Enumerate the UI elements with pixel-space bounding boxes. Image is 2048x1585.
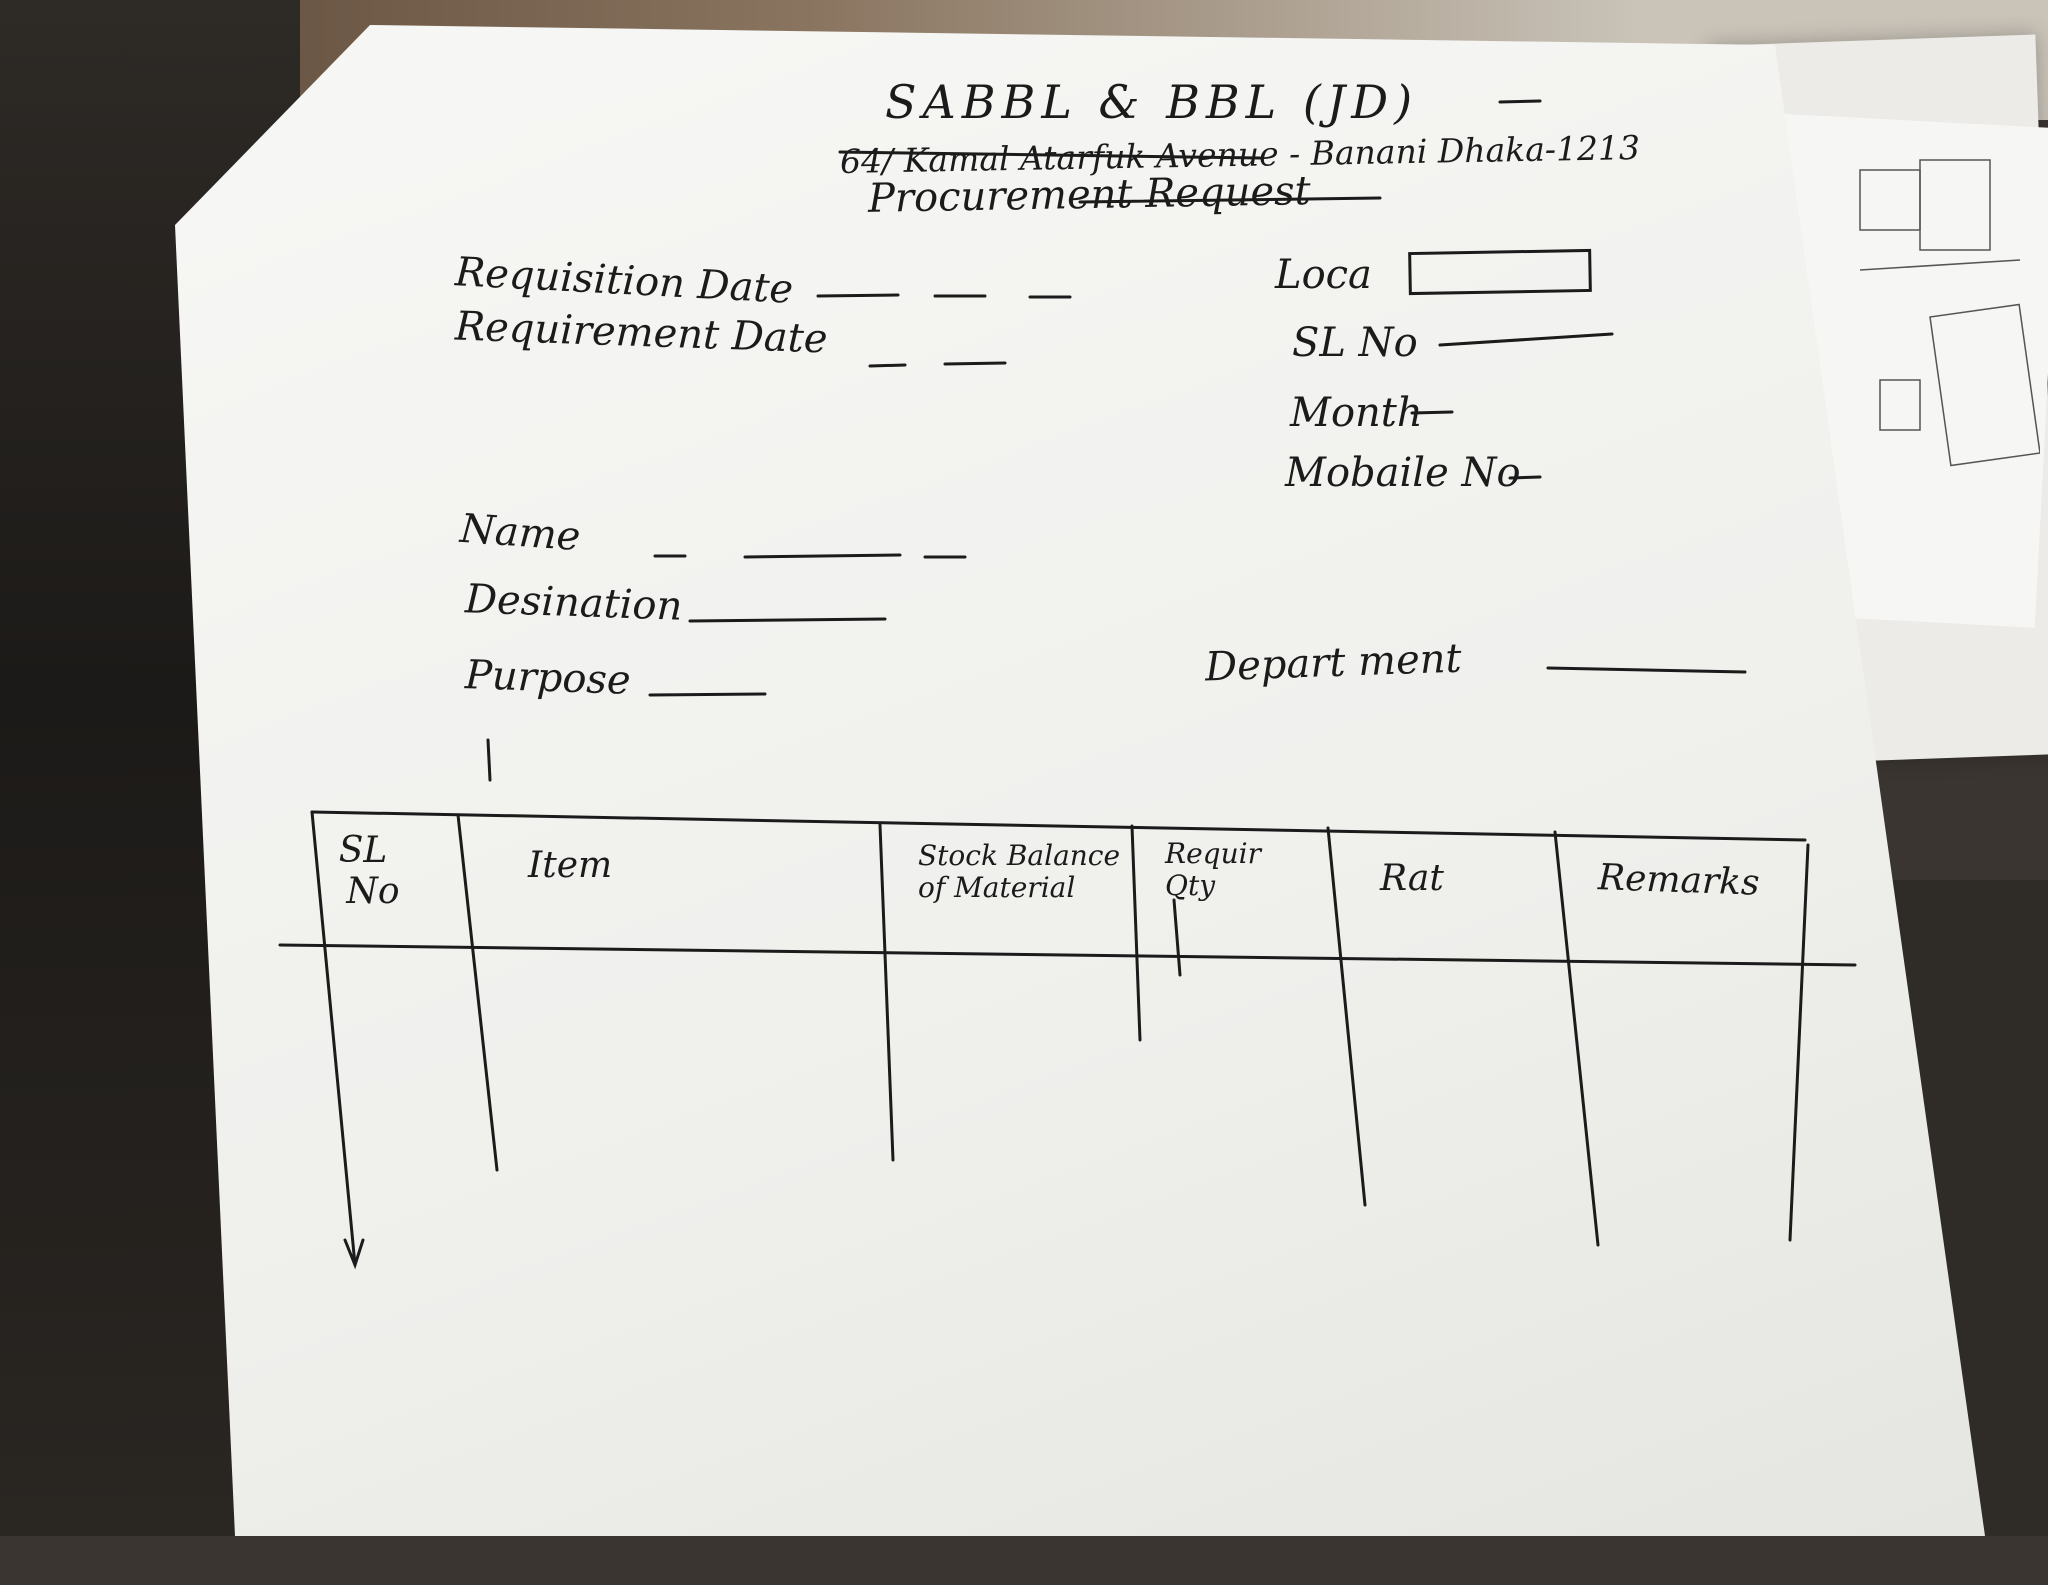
col-required-qty-line2: Qty: [1165, 869, 1216, 902]
sl-no-label: SL No: [1292, 320, 1418, 366]
location-label: Loca: [1275, 252, 1372, 298]
department-label: Depart ment: [1204, 635, 1463, 691]
col-sl-no-line1: SL: [338, 830, 388, 871]
col-required-qty: [1165, 838, 1261, 902]
purpose-label: Purpose: [464, 652, 632, 704]
company-name: SABBL & BBL (JD): [885, 75, 1419, 129]
month-label: Month: [1290, 390, 1423, 436]
col-stock-balance-line1: Stock Balance: [918, 839, 1121, 872]
col-stock-balance-line2: of Material: [918, 871, 1076, 904]
col-remarks: Remarks: [1597, 857, 1761, 904]
name-label: Name: [458, 505, 582, 561]
col-required-qty-line1: Requir: [1165, 837, 1261, 870]
col-rate: Rat: [1380, 858, 1444, 899]
requisition-date-label: Requisition Date: [454, 249, 795, 313]
form-title: Procurement Request: [867, 168, 1312, 222]
company-address: 64/ Kamal Atarfuk Avenue - Banani Dhaka-1213: [839, 128, 1641, 181]
designation-label: Desination: [464, 576, 684, 630]
col-item: Item: [528, 845, 613, 886]
requirement-date-label: Requirement Date: [454, 303, 829, 363]
mobile-no-label: Mobaile No: [1285, 450, 1521, 496]
col-sl-no-line2: No: [346, 871, 400, 912]
col-sl-no: [318, 830, 408, 912]
col-stock-balance: [918, 840, 1120, 904]
